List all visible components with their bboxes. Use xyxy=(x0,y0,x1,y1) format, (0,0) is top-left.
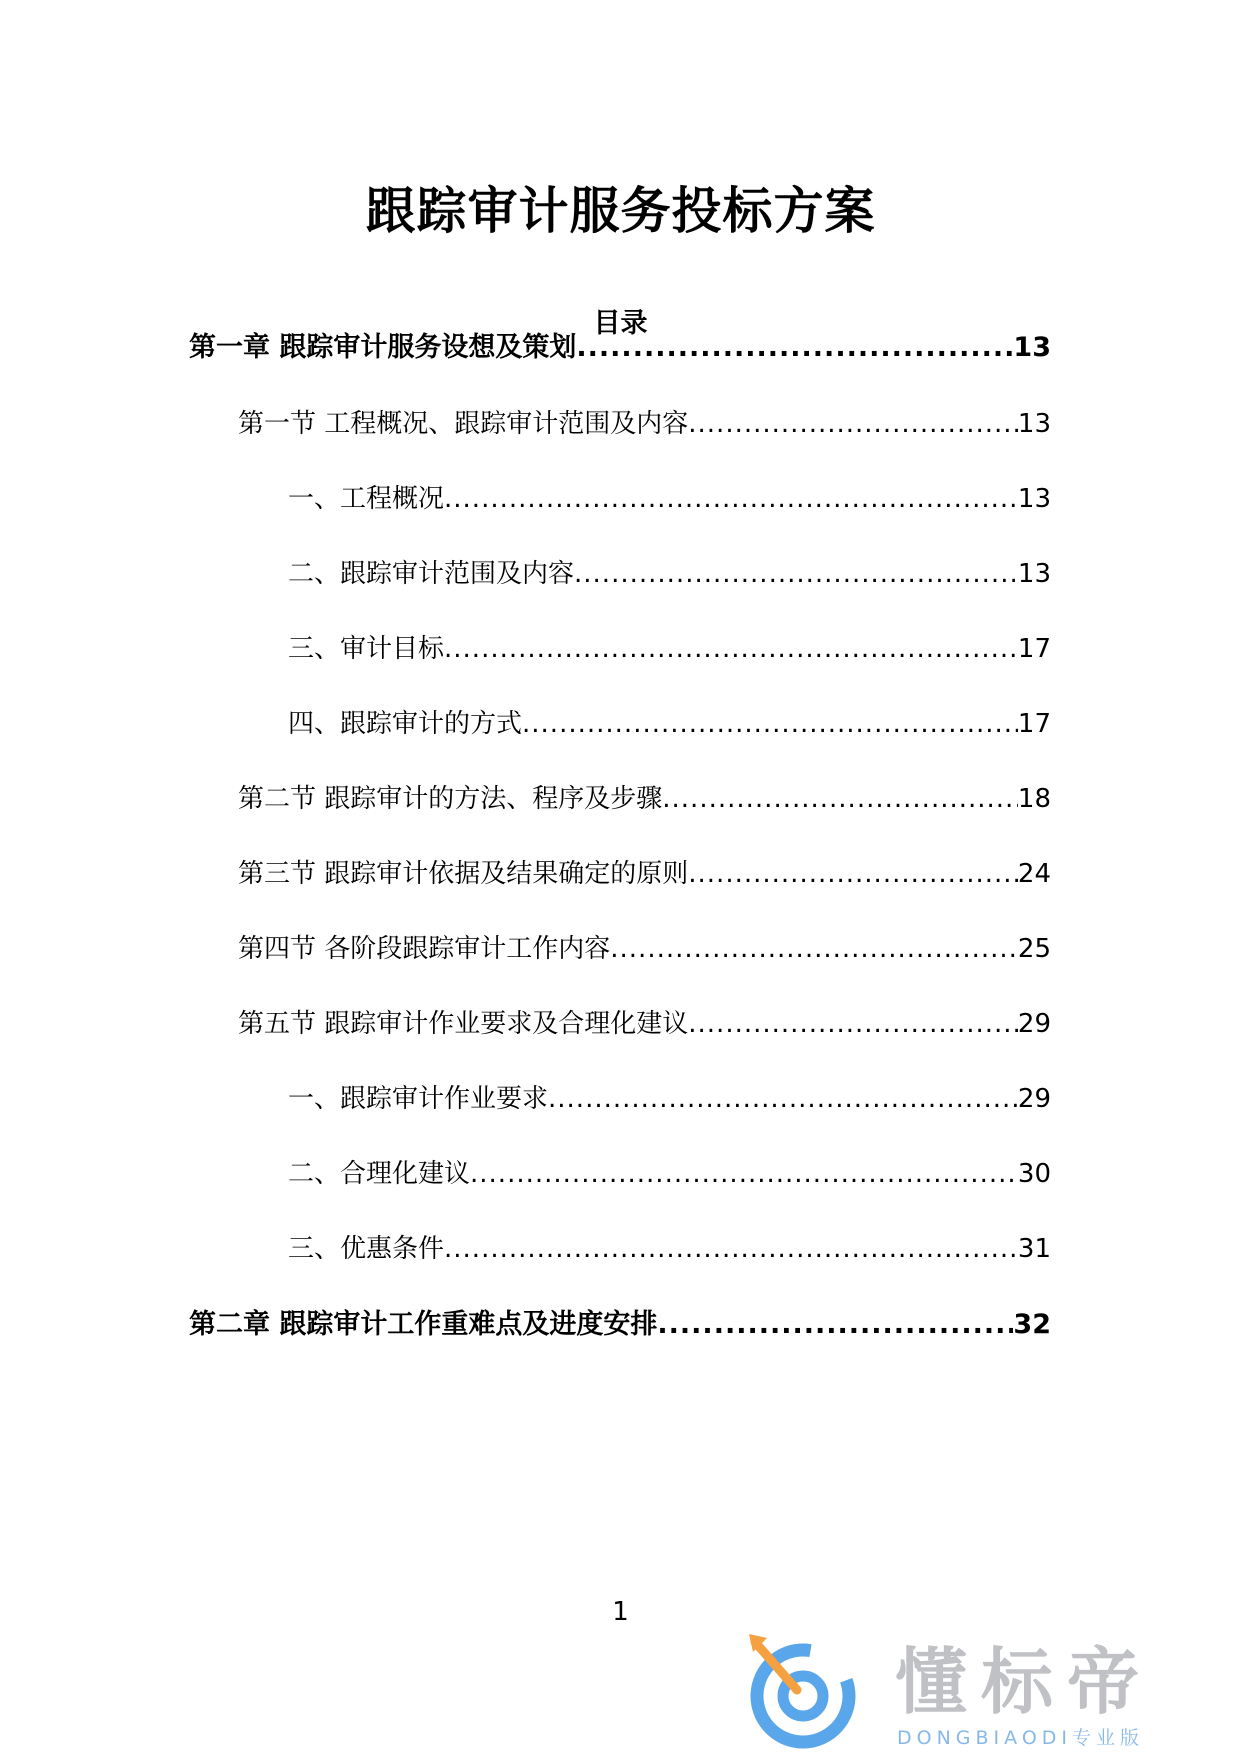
toc-entry-section-2[interactable] xyxy=(238,779,1051,819)
toc-dot-leader xyxy=(470,1154,1018,1194)
toc-entry-page: 18 xyxy=(1017,784,1051,814)
toc-dot-leader xyxy=(444,629,1018,669)
toc-entry-page: 24 xyxy=(1017,859,1051,889)
toc-entry-text: 第五节 跟踪审计作业要求及合理化建议 xyxy=(238,1009,689,1039)
toc-entry-text: 一、工程概况 xyxy=(288,484,445,514)
toc-entry-text: 三、优惠条件 xyxy=(288,1234,445,1264)
toc-entry-text: 第一节 工程概况、跟踪审计范围及内容 xyxy=(238,409,689,439)
toc-entry-page: 29 xyxy=(1017,1084,1051,1114)
toc-entry-item[interactable] xyxy=(288,629,1051,669)
toc-entry-text: 第四节 各阶段跟踪审计工作内容 xyxy=(238,934,611,964)
toc-entry-item[interactable] xyxy=(288,704,1051,744)
toc-entry-page: 29 xyxy=(1017,1009,1051,1039)
toc-entry-page: 17 xyxy=(1017,709,1051,739)
toc-entry-item[interactable] xyxy=(288,1229,1051,1269)
toc-entry-section-5[interactable] xyxy=(238,1004,1051,1044)
watermark xyxy=(745,1632,1225,1750)
toc-entry-page: 13 xyxy=(1013,332,1051,363)
toc-dot-leader xyxy=(688,854,1018,894)
toc-entry-page: 32 xyxy=(1013,1309,1051,1340)
toc-entry-page: 13 xyxy=(1017,409,1051,439)
toc-entry-text: 四、跟踪审计的方式 xyxy=(288,709,523,739)
toc-entry-item[interactable] xyxy=(288,554,1051,594)
target-arrow-icon xyxy=(745,1632,869,1750)
toc-entry-text: 第三节 跟踪审计依据及结果确定的原则 xyxy=(238,859,689,889)
toc-dot-leader xyxy=(610,929,1018,969)
toc-dot-leader xyxy=(688,1004,1018,1044)
toc-entry-text: 第二章 跟踪审计工作重难点及进度安排 xyxy=(189,1309,658,1340)
toc-entry-text: 一、跟踪审计作业要求 xyxy=(288,1084,549,1114)
toc-entry-section-1[interactable] xyxy=(238,404,1051,444)
toc-dot-leader xyxy=(548,1079,1018,1119)
toc-entry-page: 30 xyxy=(1017,1159,1051,1189)
toc-entry-section-4[interactable] xyxy=(238,929,1051,969)
toc-dot-leader xyxy=(662,779,1018,819)
toc-entry-text: 三、审计目标 xyxy=(288,634,445,664)
toc-entry-text: 二、跟踪审计范围及内容 xyxy=(288,559,575,589)
toc-entry-page: 31 xyxy=(1017,1234,1051,1264)
watermark-brand-name: 懂标帝 xyxy=(895,1640,1154,1724)
toc-heading: 目录 xyxy=(593,308,648,339)
toc-entry-text: 第一章 跟踪审计服务设想及策划 xyxy=(189,332,577,363)
toc-entry-item[interactable] xyxy=(288,1079,1051,1119)
toc-entry-item[interactable] xyxy=(288,479,1051,519)
toc-entry-page: 13 xyxy=(1017,484,1051,514)
toc-entry-chapter-2[interactable] xyxy=(189,1305,1051,1345)
toc-dot-leader xyxy=(688,404,1018,444)
toc-entry-text: 二、合理化建议 xyxy=(288,1159,471,1189)
toc-dot-leader xyxy=(444,479,1018,519)
toc-entry-section-3[interactable] xyxy=(238,854,1051,894)
page-number: 1 xyxy=(612,1597,629,1627)
toc-dot-leader xyxy=(522,704,1018,744)
toc-entry-page: 17 xyxy=(1017,634,1051,664)
toc-dot-leader xyxy=(574,554,1018,594)
document-title: 跟踪审计服务投标方案 xyxy=(365,182,876,240)
toc-entry-page: 13 xyxy=(1017,559,1051,589)
toc-dot-leader xyxy=(657,1305,1013,1345)
watermark-subtitle: DONGBIAODI专业版 xyxy=(897,1727,1145,1749)
toc-dot-leader xyxy=(576,328,1013,368)
toc-entry-item[interactable] xyxy=(288,1154,1051,1194)
toc-entry-page: 25 xyxy=(1017,934,1051,964)
toc-dot-leader xyxy=(444,1229,1018,1269)
toc-entry-chapter-1[interactable] xyxy=(189,328,1051,368)
toc-entry-text: 第二节 跟踪审计的方法、程序及步骤 xyxy=(238,784,663,814)
